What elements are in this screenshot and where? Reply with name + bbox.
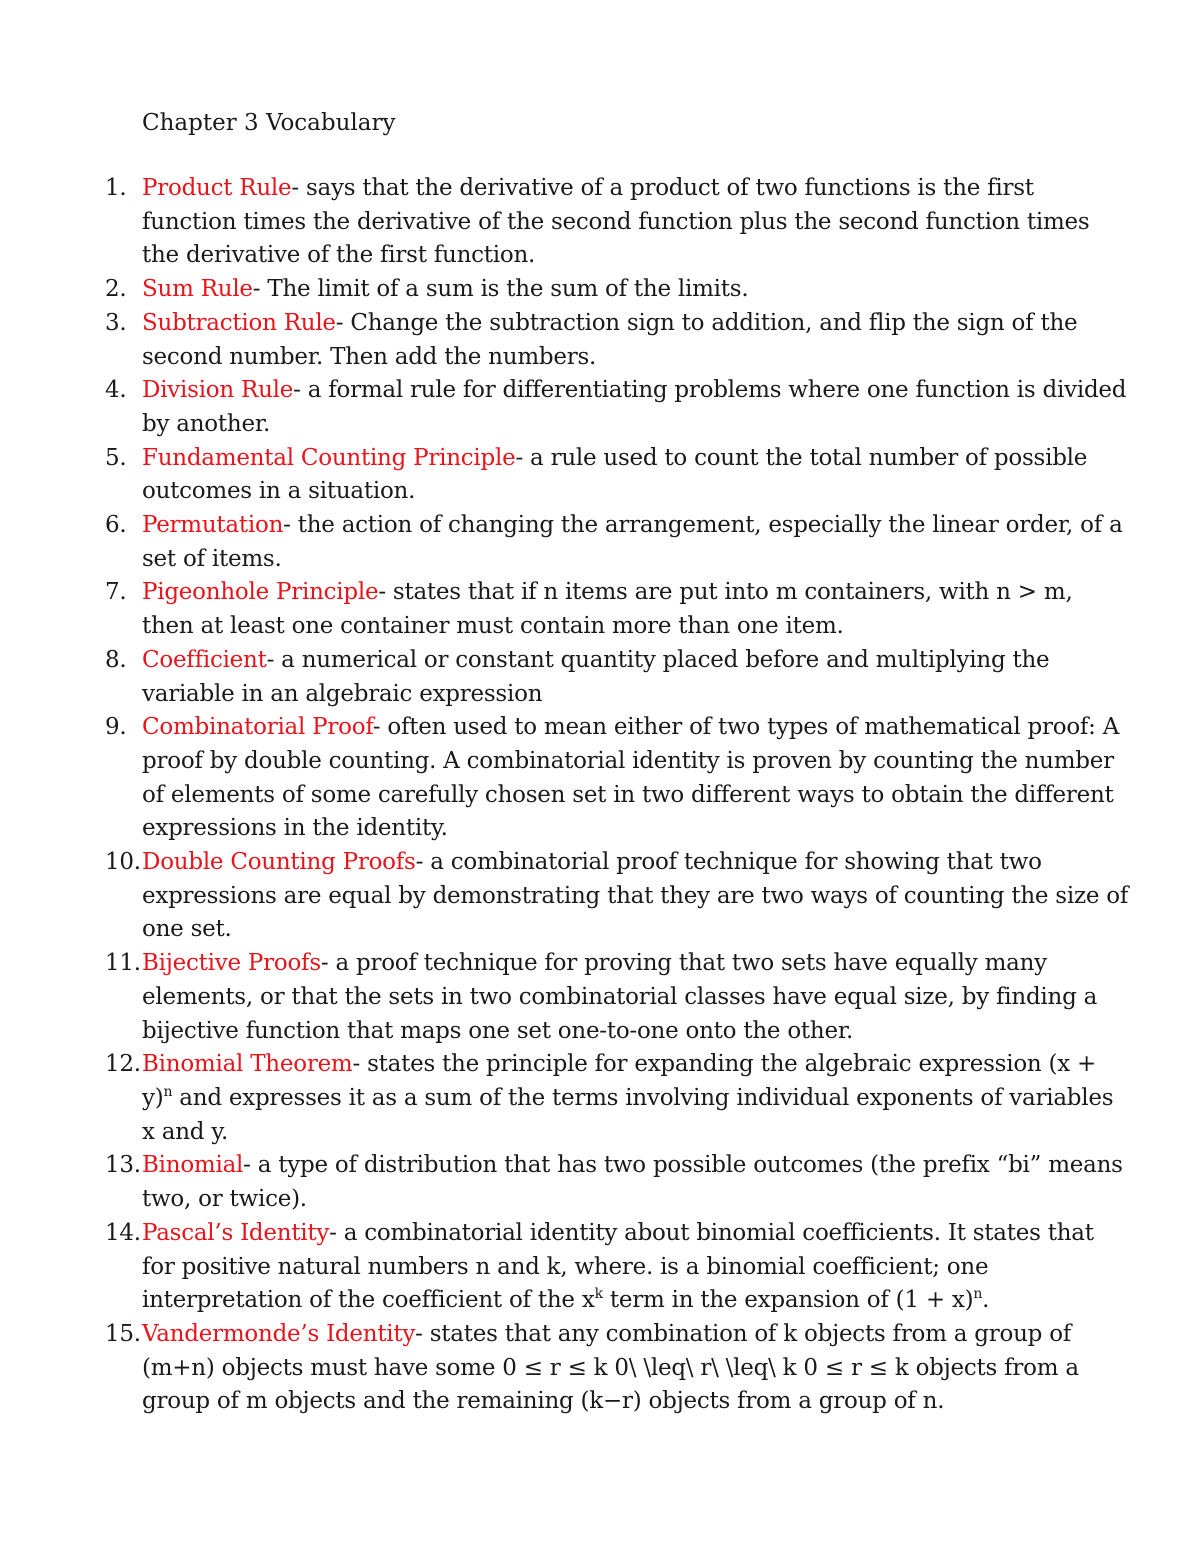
- list-item: [0, 576, 1130, 643]
- list-item: [0, 1217, 1130, 1318]
- vocab-definition: - says that the derivative of a product of two functions is the first function times the derivative of the second function plus the second function times the derivative of the first function.: [142, 175, 1090, 269]
- superscript: n: [973, 1286, 983, 1303]
- list-item: [0, 307, 1130, 374]
- vocab-definition-continued: and expresses it as a sum of the terms involving individual exponents of variables x and y.: [142, 1084, 1114, 1145]
- vocab-term: Combinatorial Proof: [142, 714, 373, 741]
- vocab-term: Division Rule: [142, 377, 294, 404]
- list-item: [0, 711, 1130, 846]
- item-number: 13.: [105, 1152, 141, 1179]
- vocab-definition: - states the principle for expanding the algebraic expression (x + y): [142, 1051, 1097, 1111]
- vocab-term: Fundamental Counting Principle: [142, 444, 516, 471]
- vocab-term: Product Rule: [142, 175, 292, 201]
- list-item: [0, 374, 1130, 441]
- vocab-definition: - a combinatorial proof technique for showing that two expressions are equal by demonstrating that they are two ways of counting the size of one set.: [142, 849, 1129, 943]
- list-item: [0, 947, 1130, 1048]
- item-number: 10.: [105, 849, 141, 876]
- list-item: [0, 509, 1130, 576]
- list-item: [0, 846, 1130, 947]
- vocab-definition: - the action of changing the arrangement, especially the linear order, of a set of items.: [142, 512, 1123, 572]
- vocab-term: Binomial: [142, 1152, 244, 1179]
- list-item: [0, 172, 1130, 273]
- vocab-definition: - a proof technique for proving that two sets have equally many elements, or that the sets in two combinatorial classes have equal size, by finding a bijective function that maps one set one-to-one onto the other.: [142, 950, 1098, 1044]
- vocab-term: Double Counting Proofs: [142, 849, 416, 876]
- item-number: 8.: [105, 646, 127, 673]
- vocab-term: Sum Rule: [142, 276, 253, 303]
- vocab-definition: - a formal rule for differentiating problems where one function is divided by another.: [142, 377, 1127, 437]
- item-number: 2.: [105, 276, 127, 303]
- vocab-definition: - a numerical or constant quantity placed before and multiplying the variable in an algebraic expression: [142, 646, 1050, 707]
- page-title: Chapter 3 Vocabulary: [142, 110, 396, 136]
- list-item: [0, 1318, 1130, 1419]
- vocab-term: Coefficient: [142, 646, 267, 673]
- vocab-definition: - a type of distribution that has two possible outcomes (the prefix “bi” means two, or twice).: [142, 1152, 1123, 1213]
- vocab-definition: - Change the subtraction sign to addition, and flip the sign of the second number. Then add the numbers.: [142, 309, 1078, 370]
- vocab-definition-continued: term in the expansion of (1 + x): [602, 1287, 974, 1314]
- vocabulary-list: [0, 172, 1200, 1419]
- vocab-term: Subtraction Rule: [142, 309, 336, 336]
- item-number: 7.: [105, 579, 127, 606]
- vocab-definition: - states that if n items are put into m containers, with n > m, then at least one container must contain more than one item.: [142, 579, 1073, 640]
- superscript: n: [163, 1083, 173, 1100]
- superscript: k: [594, 1286, 603, 1303]
- item-number: 15.: [105, 1320, 141, 1347]
- item-number: 3.: [105, 309, 127, 336]
- list-item: [0, 1048, 1130, 1149]
- vocab-term: Permutation: [142, 512, 284, 539]
- item-number: 4.: [105, 377, 127, 404]
- item-number: 12.: [105, 1051, 141, 1078]
- item-number: 9.: [105, 714, 127, 741]
- item-number: 14.: [105, 1219, 141, 1246]
- item-number: 11.: [105, 950, 141, 977]
- list-item: [0, 273, 1130, 307]
- vocab-definition: - states that any combination of k objects from a group of (m+n) objects must have some 0 ≤ r ≤ k 0\ \leq\ r\ \leq\ k 0 ≤ r ≤ k objects from a group of m objects and the remaining (k−r) objects from a group of n.: [142, 1320, 1079, 1415]
- vocab-term: Bijective Proofs: [142, 950, 321, 977]
- item-number: 6.: [105, 512, 127, 539]
- item-number: 1.: [105, 175, 127, 201]
- vocab-definition: - a rule used to count the total number of possible outcomes in a situation.: [142, 444, 1088, 505]
- vocab-term: Pascal’s Identity: [142, 1219, 330, 1246]
- vocab-term: Vandermonde’s Identity: [142, 1320, 416, 1347]
- vocab-definition: - The limit of a sum is the sum of the limits.: [252, 276, 749, 303]
- list-item: [0, 442, 1130, 509]
- list-item: [0, 1149, 1130, 1216]
- item-number: 5.: [105, 444, 127, 471]
- vocab-definition: - often used to mean either of two types of mathematical proof: A proof by double counting. A combinatorial identity is proven by counting the number of elements of some carefully chosen set in two different ways to obtain the different expressions in the identity.: [142, 714, 1120, 842]
- list-item: [0, 644, 1130, 711]
- vocab-term: Binomial Theorem: [142, 1051, 353, 1078]
- vocab-term: Pigeonhole Principle: [142, 579, 379, 606]
- vocab-definition: - a combinatorial identity about binomial coefficients. It states that for positive natural numbers n and k, where. is a binomial coefficient; one interpretation of the coefficient of the x: [142, 1219, 1094, 1314]
- vocab-definition-end: .: [982, 1287, 990, 1314]
